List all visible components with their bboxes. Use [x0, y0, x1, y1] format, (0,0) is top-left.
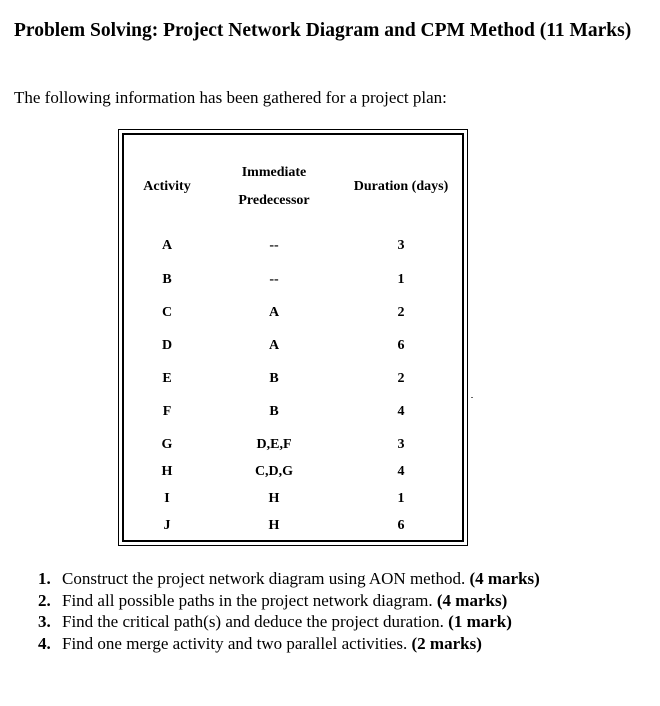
cell-activity: A	[161, 238, 173, 253]
question-item	[38, 590, 540, 612]
question-marks: (2 marks)	[411, 633, 482, 653]
page-title: Problem Solving: Project Network Diagram and CPM Method (11 Marks)	[14, 20, 632, 41]
question-marks: (4 marks)	[436, 590, 508, 610]
cell-predecessor: H	[268, 491, 280, 506]
cell-duration: 6	[397, 518, 405, 533]
cell-duration: 4	[397, 464, 405, 479]
cell-predecessor: A	[268, 338, 280, 353]
cell-duration: 1	[397, 491, 405, 506]
table-row	[124, 272, 462, 292]
stray-mark	[471, 397, 473, 398]
question-number: 3.	[38, 612, 51, 631]
question-text: Find all possible paths in the project network diagram.	[62, 590, 433, 610]
questions-list	[38, 568, 540, 654]
cell-activity: E	[162, 371, 172, 386]
header-duration: Duration (days)	[353, 179, 449, 194]
table-row	[124, 437, 462, 457]
cell-predecessor: D,E,F	[256, 437, 292, 452]
cell-predecessor: --	[269, 272, 279, 287]
question-marks: (1 mark)	[448, 612, 512, 631]
cell-activity: H	[161, 464, 173, 479]
cell-duration: 2	[397, 305, 405, 320]
cell-predecessor: A	[268, 305, 280, 320]
header-predecessor	[219, 159, 329, 215]
activity-table	[122, 133, 464, 542]
cell-duration: 4	[397, 404, 405, 419]
question-number: 1.	[38, 569, 51, 588]
question-number: 4.	[38, 633, 51, 653]
cell-activity: G	[161, 437, 173, 452]
table-row	[124, 338, 462, 358]
cell-predecessor: C,D,G	[254, 464, 294, 479]
cell-duration: 6	[397, 338, 405, 353]
cell-duration: 3	[397, 238, 405, 253]
cell-duration: 3	[397, 437, 405, 452]
table-row	[124, 518, 462, 538]
question-item	[38, 633, 540, 655]
question-text: Find one merge activity and two parallel activities.	[62, 633, 408, 653]
cell-activity: I	[164, 491, 170, 506]
cell-activity: J	[163, 518, 171, 533]
cell-predecessor: B	[269, 404, 279, 419]
cell-activity: B	[162, 272, 172, 287]
table-row	[124, 371, 462, 391]
cell-activity: C	[161, 305, 173, 320]
header-predecessor-line2: Predecessor	[238, 193, 310, 208]
header-predecessor-line1: Immediate	[241, 165, 307, 180]
cell-predecessor: --	[269, 238, 279, 253]
cell-predecessor: B	[269, 371, 279, 386]
question-item	[38, 568, 540, 590]
header-activity: Activity	[143, 179, 191, 194]
question-text: Construct the project network diagram using AON method.	[62, 569, 466, 588]
table-row	[124, 305, 462, 325]
cell-activity: F	[162, 404, 172, 419]
table-row	[124, 238, 462, 258]
cell-activity: D	[161, 338, 173, 353]
table-row	[124, 464, 462, 484]
cell-duration: 1	[397, 272, 405, 287]
activity-table-outer-border	[118, 129, 468, 546]
question-number: 2.	[38, 590, 51, 610]
intro-text: The following information has been gathered for a project plan:	[14, 88, 447, 107]
question-marks: (4 marks)	[469, 569, 540, 588]
cell-duration: 2	[397, 371, 405, 386]
question-item	[38, 611, 540, 633]
question-text: Find the critical path(s) and deduce the project duration.	[62, 612, 444, 631]
cell-predecessor: H	[268, 518, 280, 533]
table-row	[124, 491, 462, 511]
table-row	[124, 404, 462, 424]
